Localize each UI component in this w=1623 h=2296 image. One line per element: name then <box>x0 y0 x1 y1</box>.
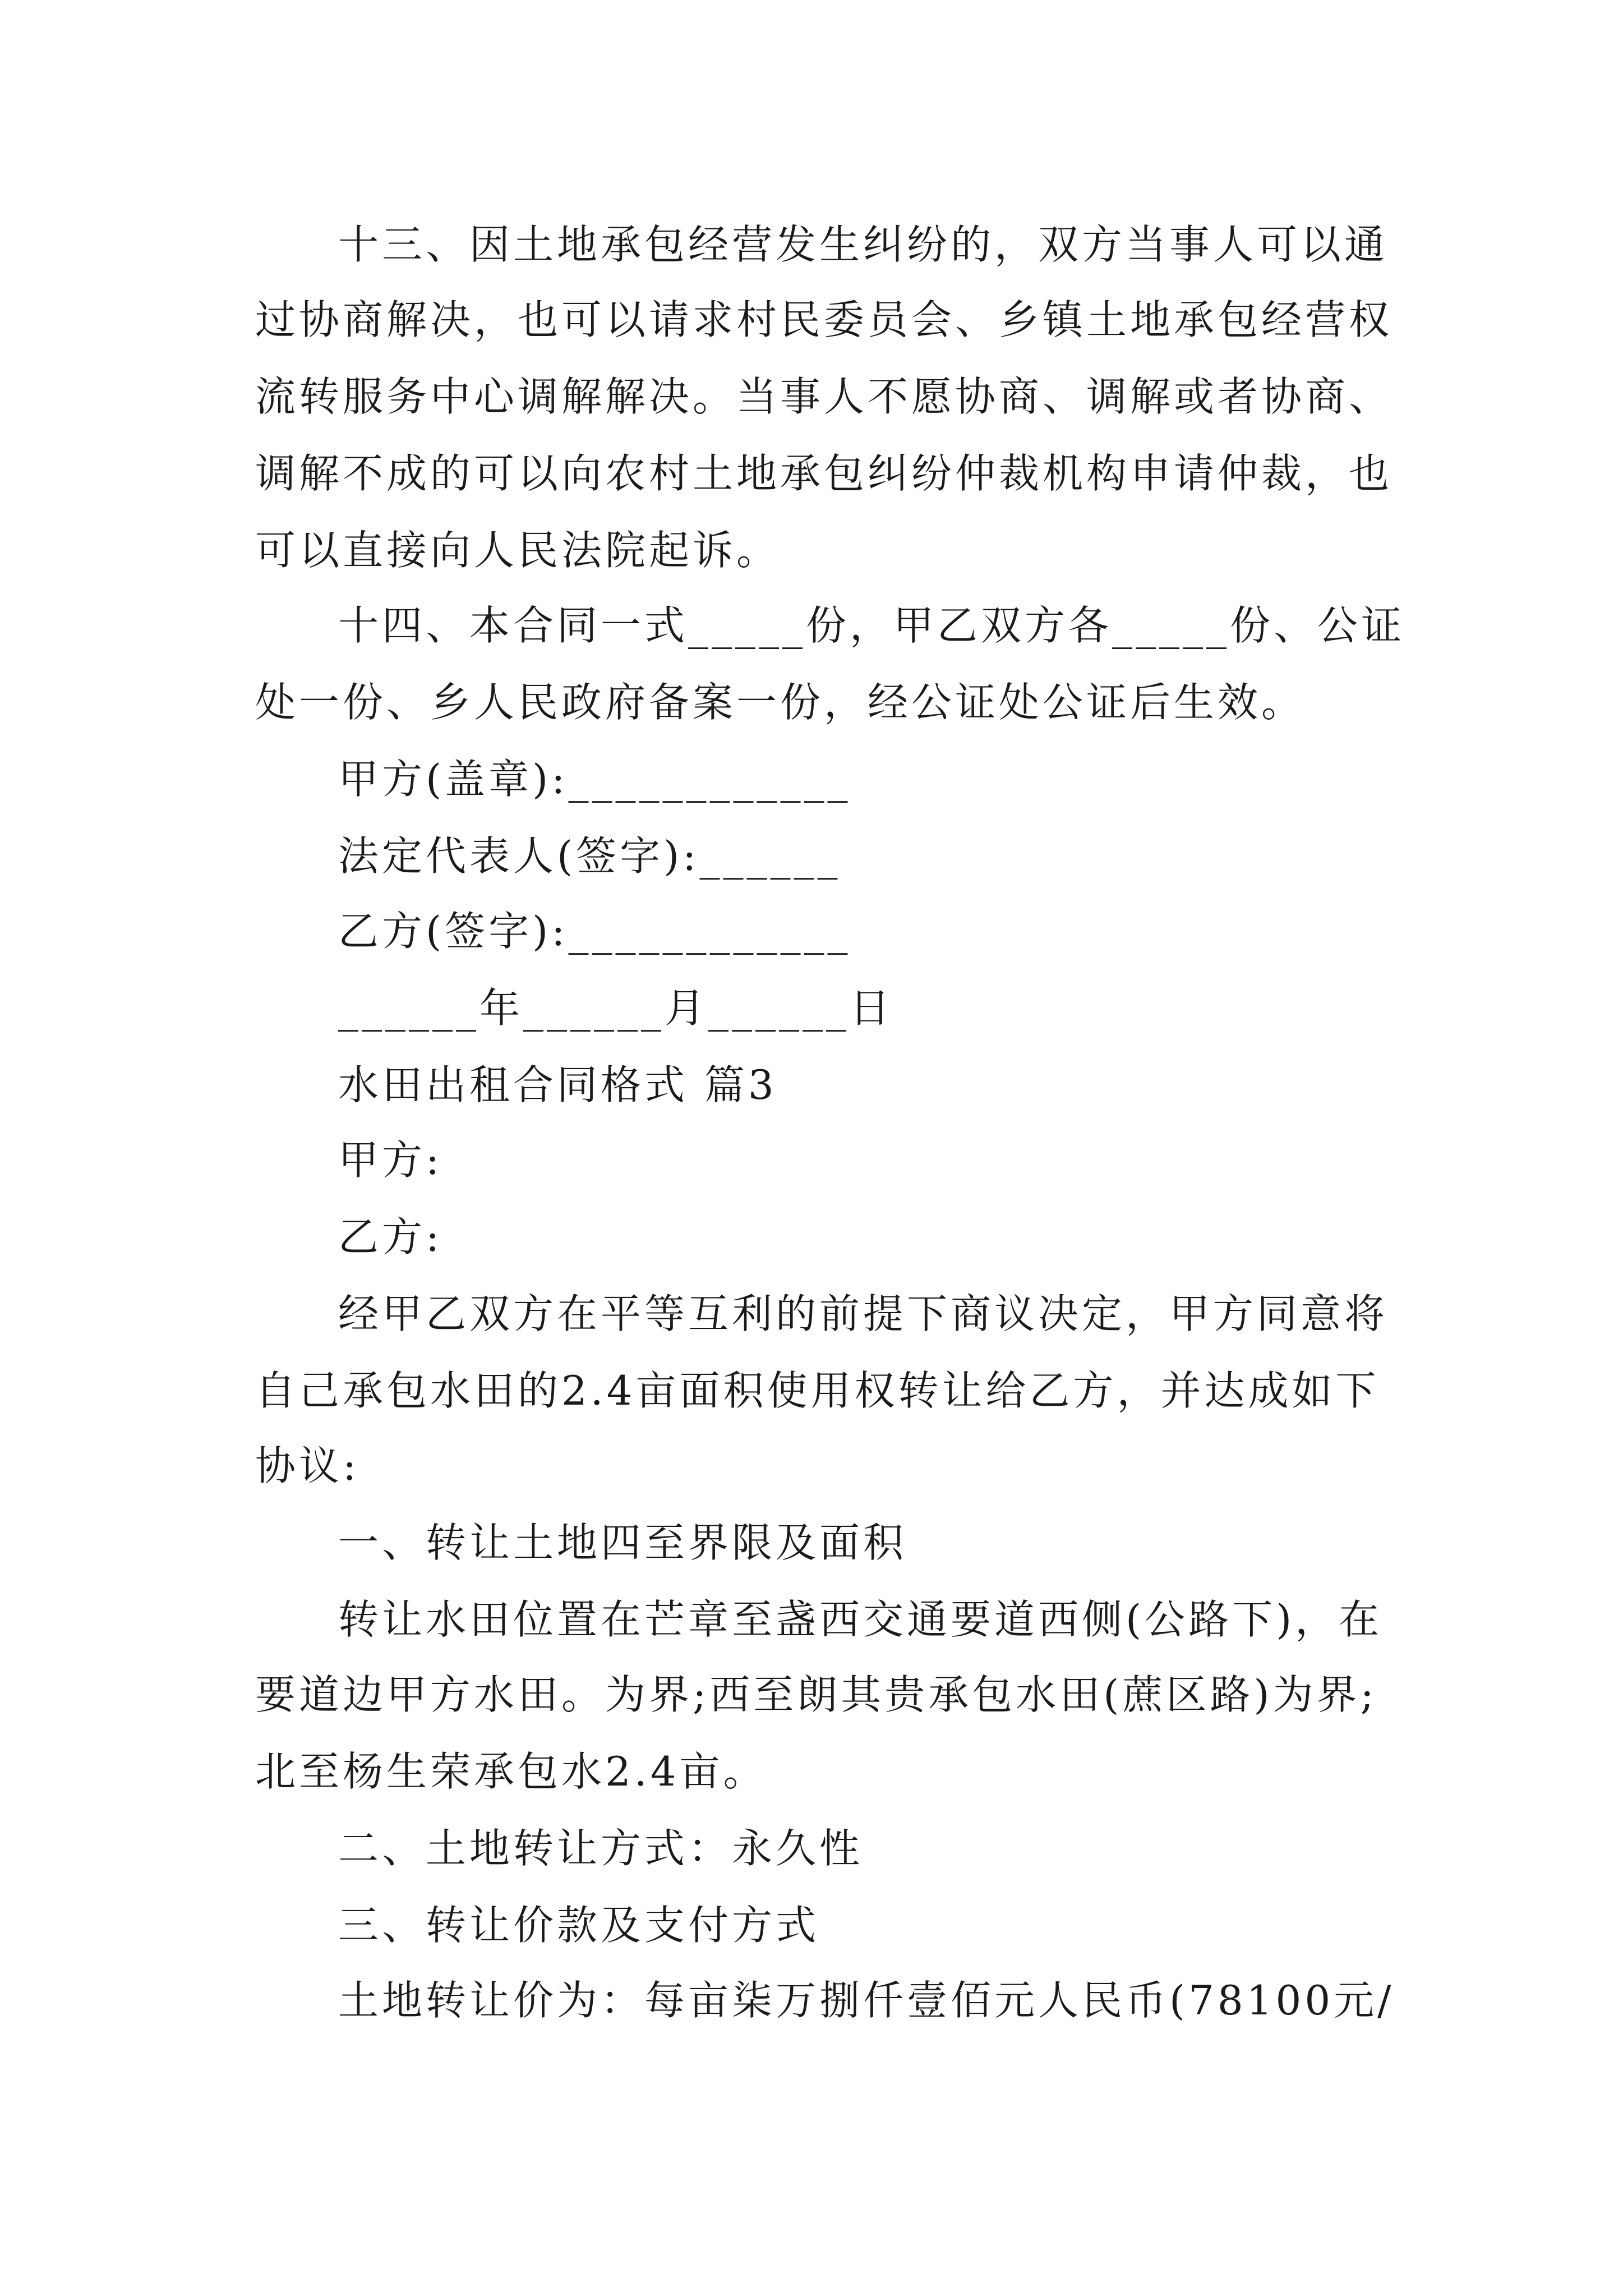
signature-line-party-b: 乙方(签字):____________ <box>338 908 851 955</box>
clause-heading: 三、转让价款及支付方式 <box>338 1902 820 1949</box>
text-line: 土地转让价为：每亩柒万捌仟壹佰元人民币(78100元/ <box>338 1977 1395 2024</box>
text-line: 可以直接向人民法院起诉。 <box>255 527 781 574</box>
clause-heading: 二、土地转让方式：永久性 <box>338 1825 864 1872</box>
text-line: 过协商解决，也可以请求村民委员会、乡镇土地承包经营权 <box>255 296 1393 343</box>
party-a-label: 甲方: <box>338 1137 443 1184</box>
text-line: 流转服务中心调解解决。当事人不愿协商、调解或者协商、 <box>255 373 1393 420</box>
text-line: 经甲乙双方在平等互利的前提下商议决定，甲方同意将 <box>338 1290 1389 1337</box>
signature-line-representative: 法定代表人(签字):______ <box>338 832 841 880</box>
text-line: 要道边甲方水田。为界;西至朗其贵承包水田(蔗区路)为界; <box>255 1671 1377 1718</box>
text-line: 北至杨生荣承包水2.4亩。 <box>255 1748 767 1795</box>
text-line: 十三、因土地承包经营发生纠纷的，双方当事人可以通 <box>338 221 1389 268</box>
text-line: 十四、本合同一式_____份，甲乙双方各_____份、公证 <box>338 602 1405 649</box>
clause-heading: 一、转让土地四至界限及面积 <box>338 1519 907 1566</box>
text-line: 处一份、乡人民政府备案一份，经公证处公证后生效。 <box>255 679 1306 726</box>
text-line: 调解不成的可以向农村土地承包纠纷仲裁机构申请仲裁，也 <box>255 450 1393 497</box>
signature-line-party-a: 甲方(盖章):____________ <box>338 756 851 803</box>
text-line: 协议: <box>255 1442 360 1489</box>
date-line: ______年______月______日 <box>338 984 893 1032</box>
text-line: 转让水田位置在芒章至盏西交通要道西侧(公路下)，在 <box>338 1596 1383 1643</box>
party-b-label: 乙方: <box>338 1213 443 1260</box>
section-heading: 水田出租合同格式 篇3 <box>338 1061 777 1108</box>
text-line: 自己承包水田的2.4亩面积使用权转让给乙方，并达成如下 <box>255 1367 1380 1414</box>
